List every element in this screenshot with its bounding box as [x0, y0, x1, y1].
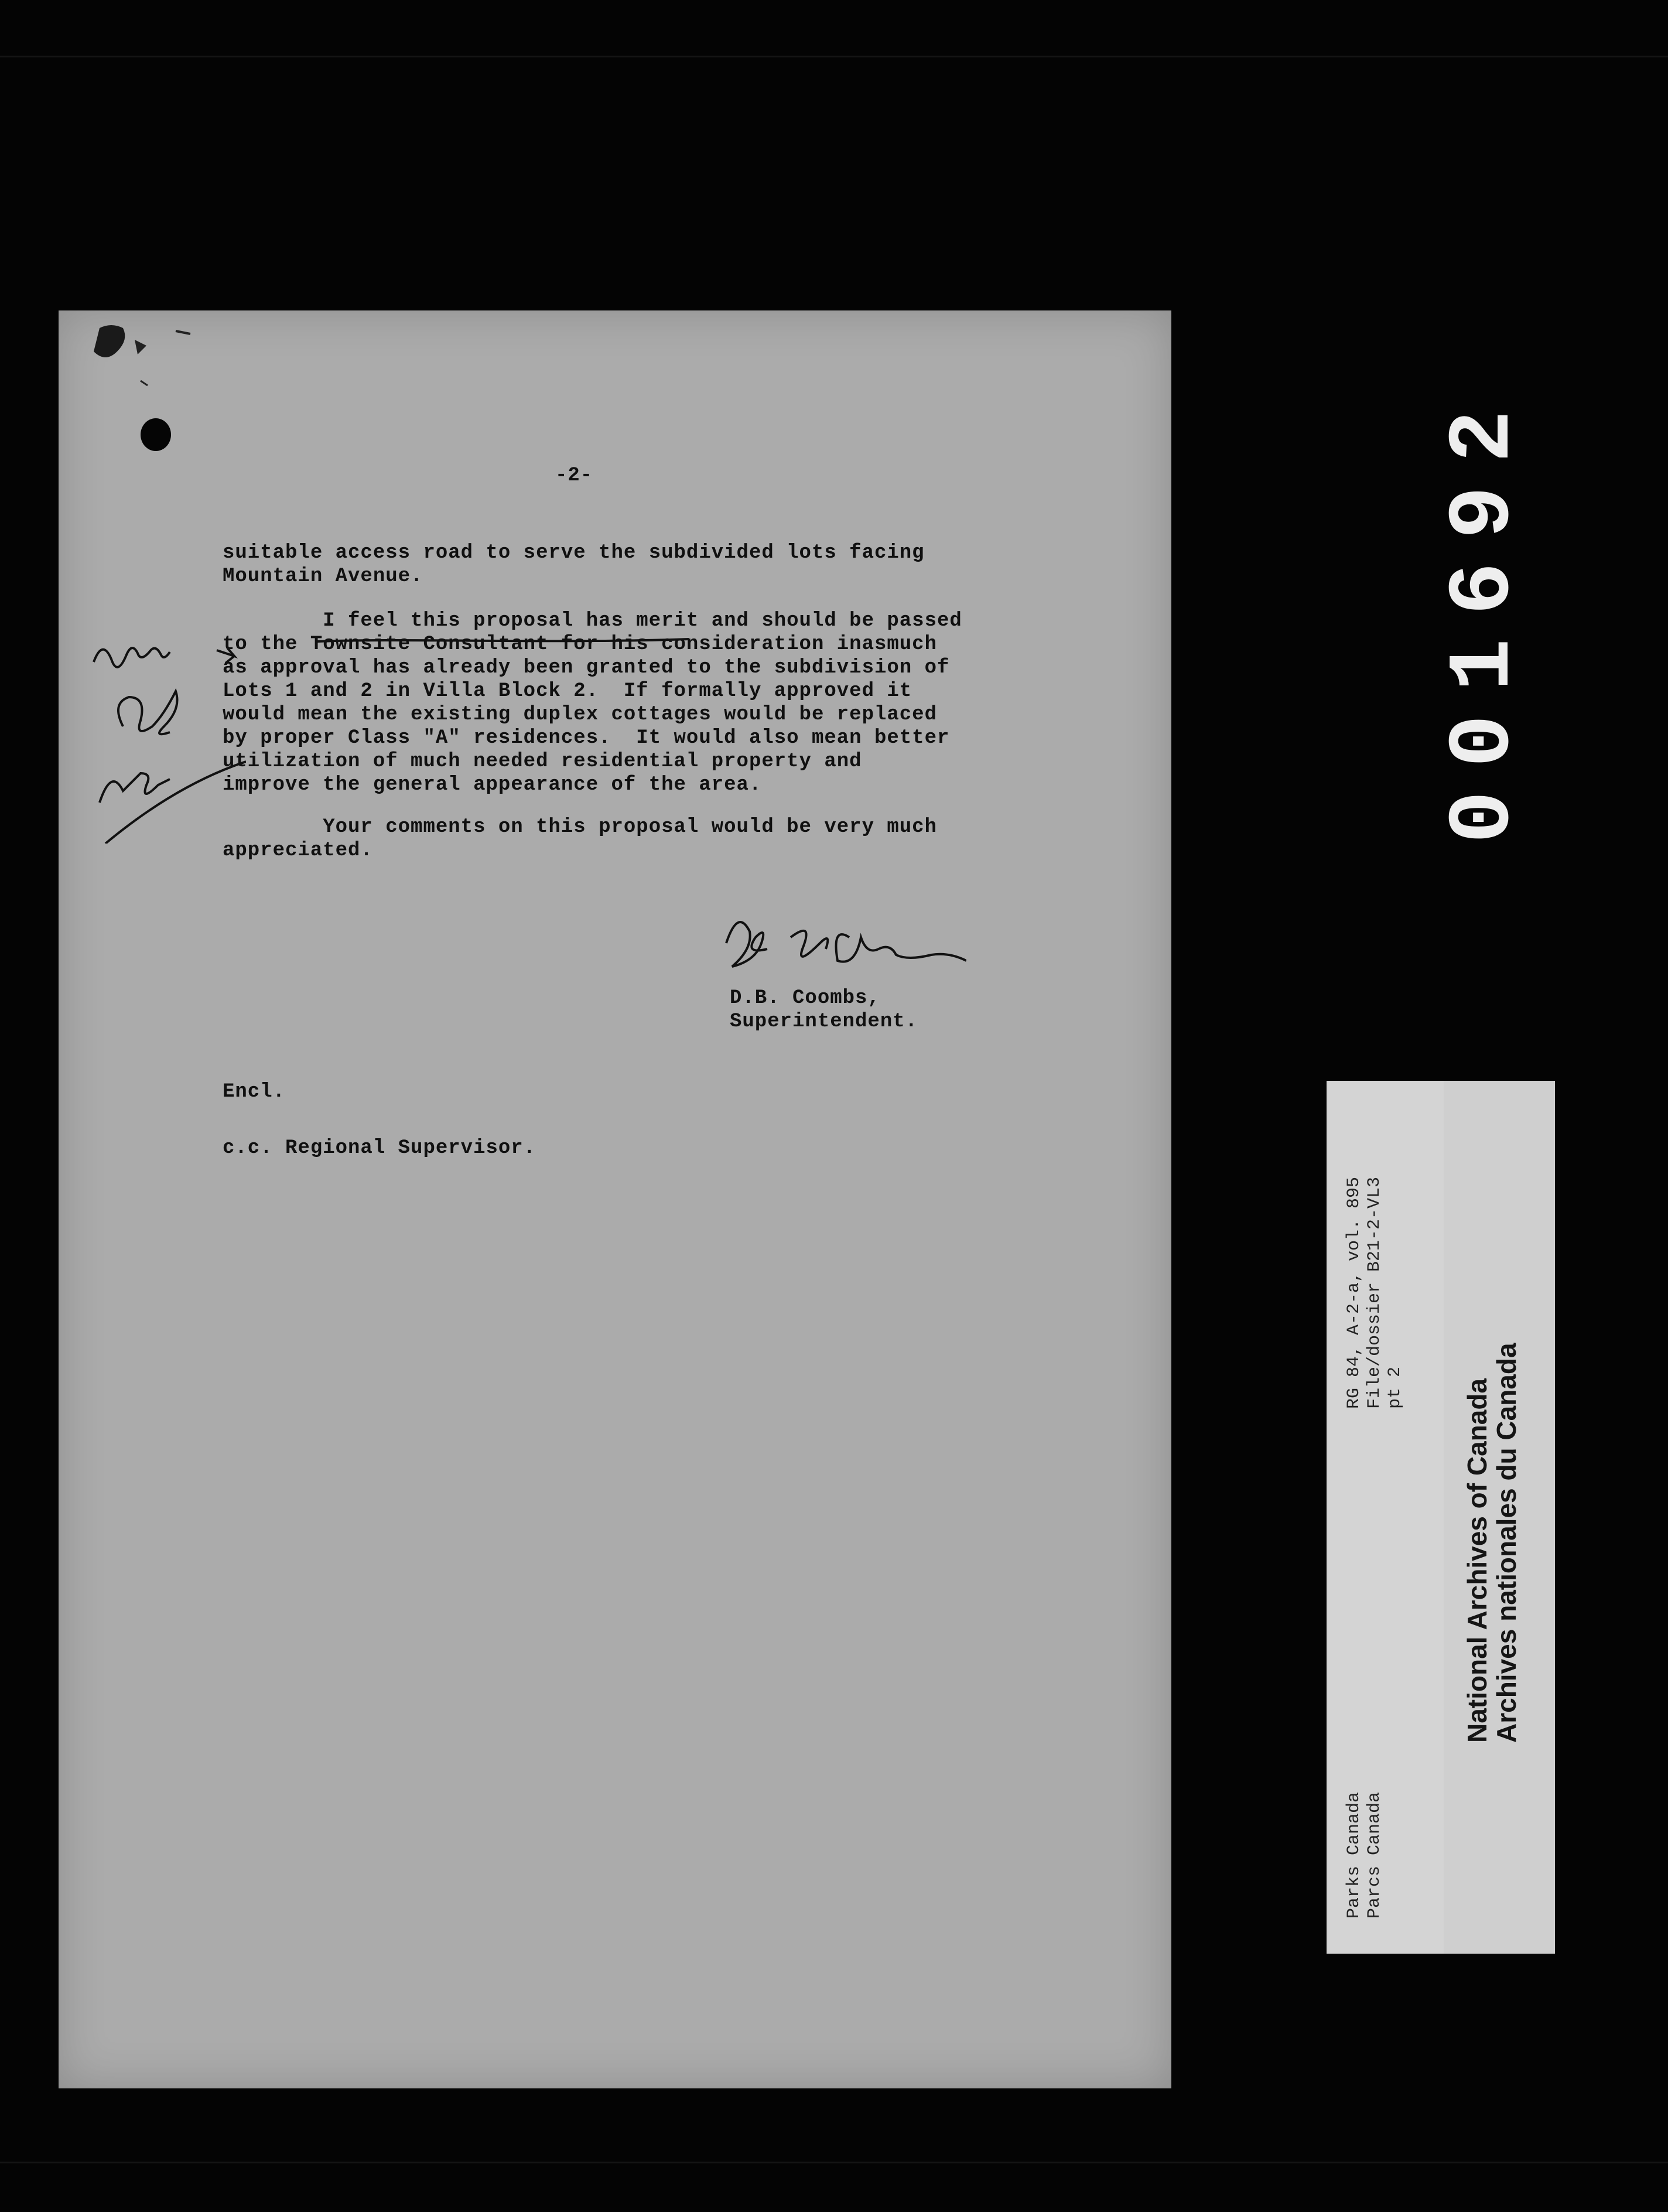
- torn-corner-mark: [76, 316, 228, 398]
- reference-line-1: RG 84, A-2-a, vol. 895: [1344, 1176, 1364, 1409]
- enclosure-line: Encl.: [223, 1081, 286, 1103]
- paragraph-2: I feel this proposal has merit and should be passed to the Townsite Consultant for his consideration inasmuch as approval has already been granted to the subdivision of Lots 1 and 2 in Villa Block 2. If formally approved it would mean the existing duplex cottages would be replaced by proper Class "A" residences. It would also mean better utilization of much needed residential property and improve the general appearance of the area.: [223, 610, 962, 796]
- frame-bottom-edge: [0, 2162, 1668, 2163]
- archives-banner-label: [1444, 1081, 1555, 1954]
- reel-number-text: 001692: [1435, 386, 1534, 844]
- handwritten-margin-note: [88, 609, 246, 844]
- frame-top-edge: [0, 56, 1668, 57]
- archives-french: Archives nationales du Canada: [1491, 1343, 1522, 1743]
- archives-english: National Archives of Canada: [1462, 1378, 1492, 1743]
- carbon-copy-line: c.c. Regional Supervisor.: [223, 1137, 536, 1159]
- letter-page: [59, 310, 1171, 2088]
- agency-english: Parks Canada: [1344, 1791, 1364, 1919]
- paragraph-1: suitable access road to serve the subdivided lots facing Mountain Avenue.: [223, 542, 925, 588]
- agency-french: Parcs Canada: [1365, 1791, 1385, 1919]
- reference-line-3: pt 2: [1385, 1366, 1405, 1409]
- signature-block: [730, 986, 918, 1033]
- reference-line-2: File/dossier B21-2-VL3: [1365, 1176, 1385, 1409]
- page-number: -2-: [555, 465, 593, 487]
- paragraph-3: Your comments on this proposal would be very much appreciated.: [223, 816, 937, 862]
- signature-name: D.B. Coombs,: [730, 987, 880, 1009]
- reel-number: [1417, 264, 1534, 849]
- underline-mark: [316, 636, 691, 647]
- hole-punch: [141, 418, 171, 451]
- signature-title: Superintendent.: [730, 1011, 918, 1033]
- handwritten-signature: [720, 902, 966, 990]
- archive-reference-label: [1327, 1081, 1444, 1954]
